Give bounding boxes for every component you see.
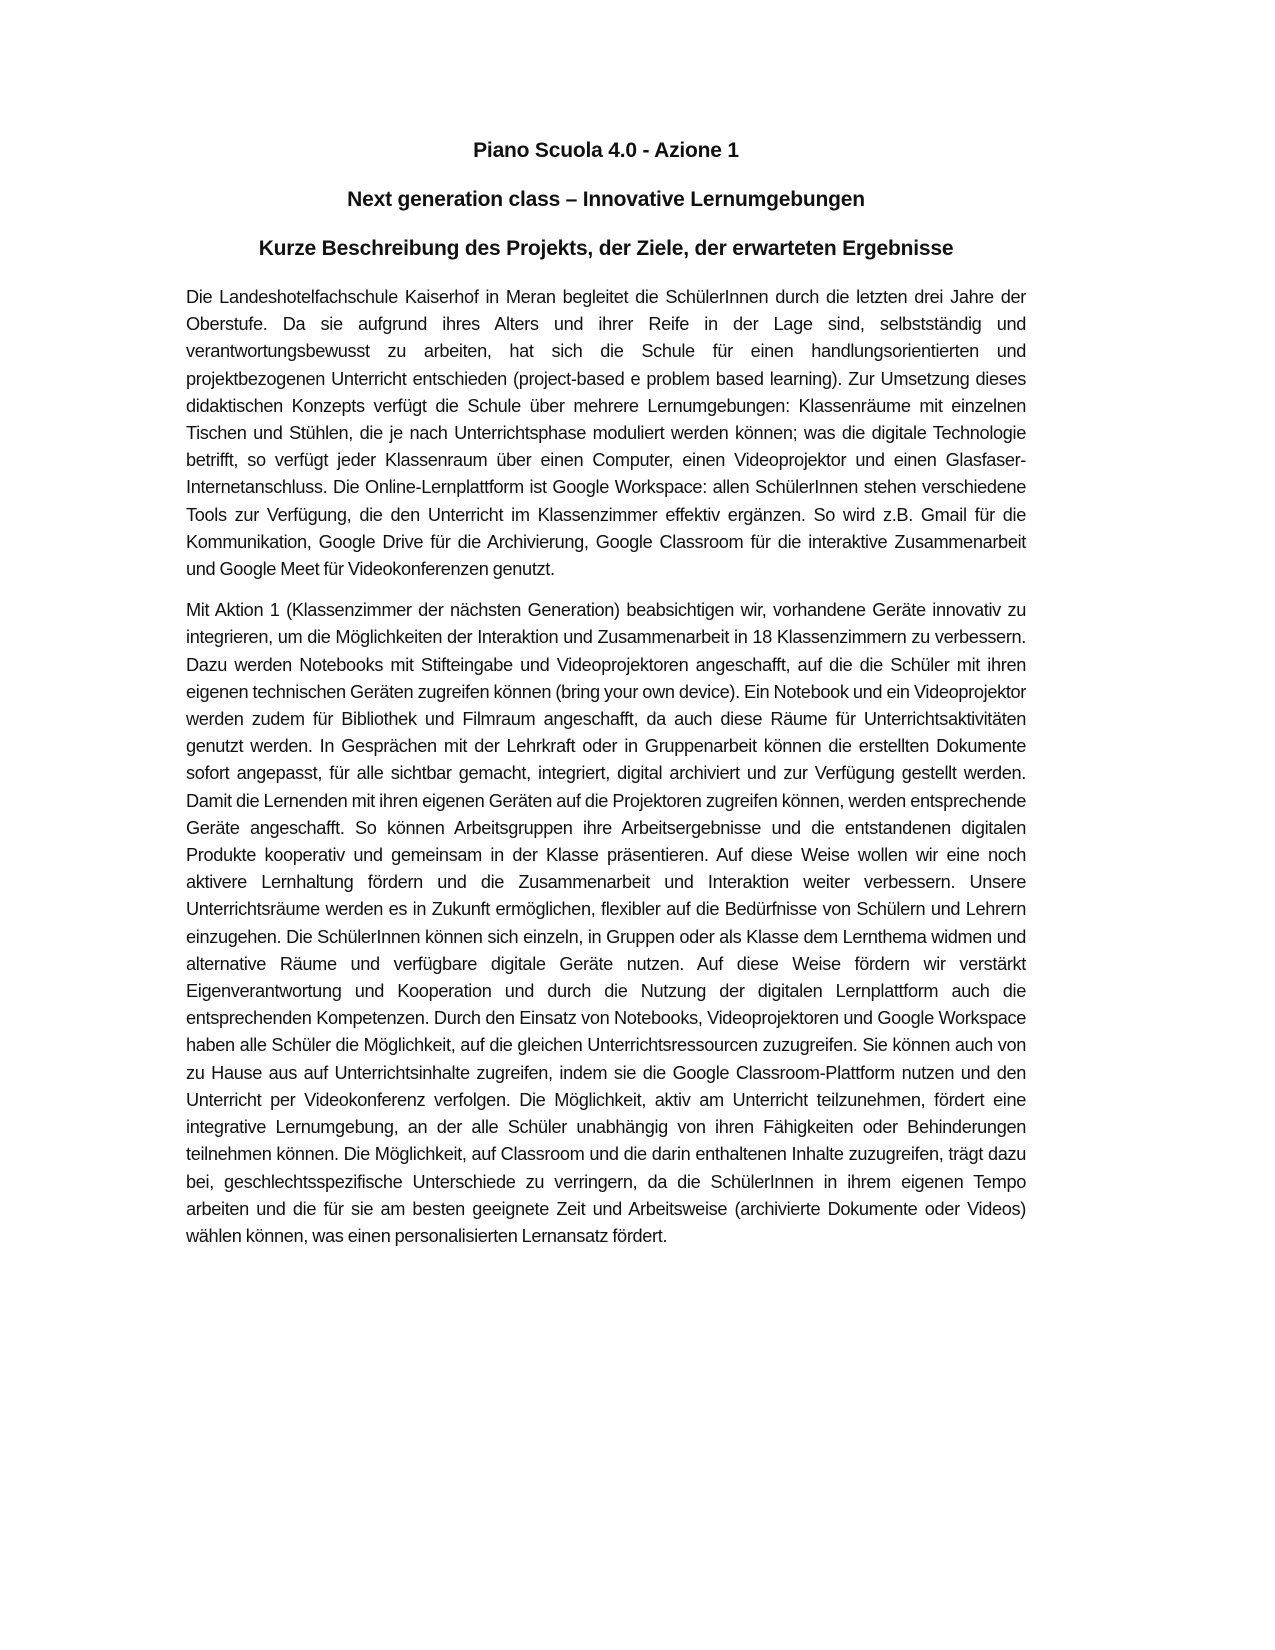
- document-title: Piano Scuola 4.0 - Azione 1: [473, 139, 739, 162]
- document-subtitle: Next generation class – Innovative Lernumgebungen: [347, 188, 865, 211]
- paragraph-action-1: Mit Aktion 1 (Klassenzimmer der nächsten Generation) beabsichtigen wir, vorhandene Geräte innovativ zu integrieren, um die Möglichkeiten der Interaktion und Zusammenarbeit in 18 Klassenzimmern zu verbessern. Dazu werden Notebooks mit Stifteingabe und Videoprojektoren angeschafft, auf die die Schüler mit ihren eigenen technischen Geräten zugreifen können (bring your own device). Ein Notebook und ein Videoprojektor werden zudem für Bibliothek und Filmraum angeschafft, da auch diese Räume für Unterrichtsaktivitäten genutzt werden. In Gesprächen mit der Lehrkraft oder in Gruppenarbeit können die erstellten Dokumente sofort angepasst, für alle sichtbar gemacht, integriert, digital archiviert und zur Verfügung gestellt werden. Damit die Lernenden mit ihren eigenen Geräten auf die Projektoren zugreifen können, werden entsprechende Geräte angeschafft. So können Arbeitsgruppen ihre Arbeitsergebnisse und die entstandenen digitalen Produkte kooperativ und gemeinsam in der Klasse präsentieren. Auf diese Weise wollen wir eine noch aktivere Lernhaltung fördern und die Zusammenarbeit und Interaktion weiter verbessern. Unsere Unterrichtsräume werden es in Zukunft ermöglichen, flexibler auf die Bedürfnisse von Schülern und Lehrern einzugehen. Die SchülerInnen können sich einzeln, in Gruppen oder als Klasse dem Lernthema widmen und alternative Räume und verfügbare digitale Geräte nutzen. Auf diese Weise fördern wir verstärkt Eigenverantwortung und Kooperation und durch die Nutzung der digitalen Lernplattform auch die entsprechenden Kompetenzen. Durch den Einsatz von Notebooks, Videoprojektoren und Google Workspace haben alle Schüler die Möglichkeit, auf die gleichen Unterrichtsressourcen zuzugreifen. Sie können auch von zu Hause aus auf Unterrichtsinhalte zugreifen, indem sie die Google Classroom-Plattform nutzen und den Unterricht per Videokonferenz verfolgen. Die Möglichkeit, aktiv am Unterricht teilzunehmen, fördert eine integrative Lernumgebung, an der alle Schüler unabhängig von ihren Fähigkeiten oder Behinderungen teilnehmen können. Die Möglichkeit, auf Classroom und die darin enthaltenen Inhalte zuzugreifen, trägt dazu bei, geschlechtsspezifische Unterschiede zu verringern, da die SchülerInnen in ihrem eigenen Tempo arbeiten und die für sie am besten geeignete Zeit und Arbeitsweise (archivierte Dokumente oder Videos) wählen können, was einen personalisierten Lernansatz fördert.: [186, 600, 1026, 1246]
- section-heading: Kurze Beschreibung des Projekts, der Ziele, der erwarteten Ergebnisse: [258, 237, 954, 260]
- paragraph-school-context: Die Landeshotelfachschule Kaiserhof in Meran begleitet die SchülerInnen durch die letzten drei Jahre der Oberstufe. Da sie aufgrund ihres Alters und ihrer Reife in der Lage sind, selbstständig und verantwortungsbewusst zu arbeiten, hat sich die Schule für einen handlungsorientierten und projektbezogenen Unterricht entschieden (project-based e problem based learning). Zur Umsetzung dieses didaktischen Konzepts verfügt die Schule über mehrere Lernumgebungen: Klassenräume mit einzelnen Tischen und Stühlen, die je nach Unterrichtsphase moduliert werden können; was die digitale Technologie betrifft, so verfügt jeder Klassenraum über einen Computer, einen Videoprojektor und einen Glasfaser-Internetanschluss. Die Online-Lernplattform ist Google Workspace: allen SchülerInnen stehen verschiedene Tools zur Verfügung, die den Unterricht im Klassenzimmer effektiv ergänzen. So wird z.B. Gmail für die Kommunikation, Google Drive für die Archivierung, Google Classroom für die interaktive Zusammenarbeit und Google Meet für Videokonferenzen genutzt.: [186, 287, 1026, 580]
- title-block: [186, 136, 1026, 264]
- document-body: [186, 284, 1026, 1250]
